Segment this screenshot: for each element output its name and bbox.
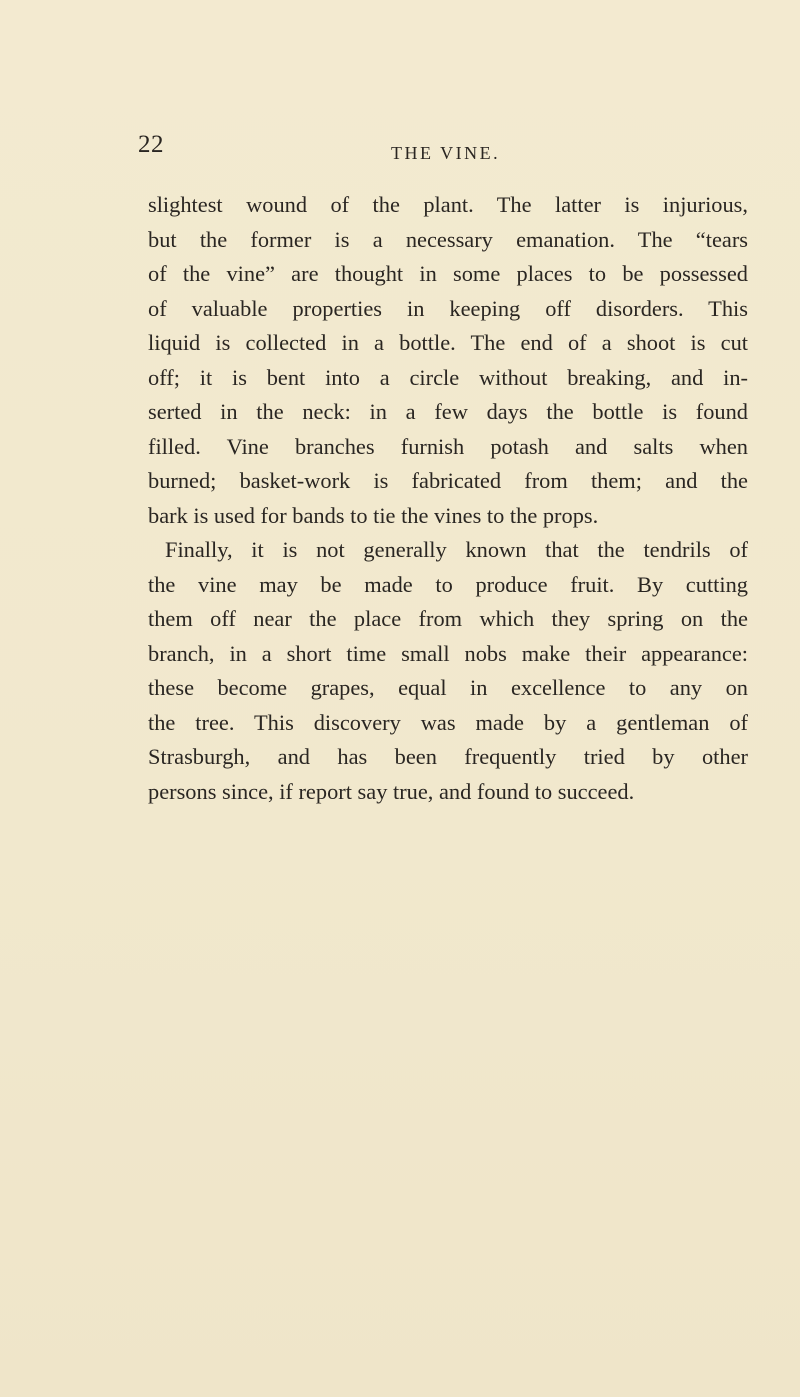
text-line: persons since, if report say true, and found to succeed. xyxy=(148,778,635,804)
text-line: filled. Vine branches furnish potash and salts when xyxy=(148,433,748,459)
text-line: serted in the neck: in a few days the bottle is found xyxy=(148,399,748,424)
text-line: but the former is a necessary emanation. The “tears xyxy=(148,226,748,252)
body-text xyxy=(148,188,748,809)
text-line: burned; basket-work is fabricated from them; and the xyxy=(148,468,748,493)
text-line: the vine may be made to produce fruit. By cutting xyxy=(148,571,748,597)
text-line: Strasburgh, and has been frequently tried by other xyxy=(148,744,748,769)
text-line: liquid is collected in a bottle. The end of a shoot is cut xyxy=(148,330,748,355)
page-number: 22 xyxy=(138,131,164,158)
text-line: branch, in a short time small nobs make their appearance: xyxy=(148,640,748,666)
text-line: them off near the place from which they spring on the xyxy=(148,606,748,631)
paragraph-start-line: Finally, it is not generally known that the tendrils of xyxy=(165,537,748,562)
text-line: slightest wound of the plant. The latter is injurious, xyxy=(148,192,748,217)
text-line: these become grapes, equal in excellence to any on xyxy=(148,675,748,700)
text-line: bark is used for bands to tie the vines to the props. xyxy=(148,502,599,528)
text-line: of the vine” are thought in some places to be possessed xyxy=(148,261,748,286)
running-title: THE VINE. xyxy=(391,143,501,163)
text-line: of valuable properties in keeping off disorders. This xyxy=(148,295,748,321)
text-line: the tree. This discovery was made by a gentleman of xyxy=(148,709,748,735)
text-line: off; it is bent into a circle without breaking, and in- xyxy=(148,364,748,390)
